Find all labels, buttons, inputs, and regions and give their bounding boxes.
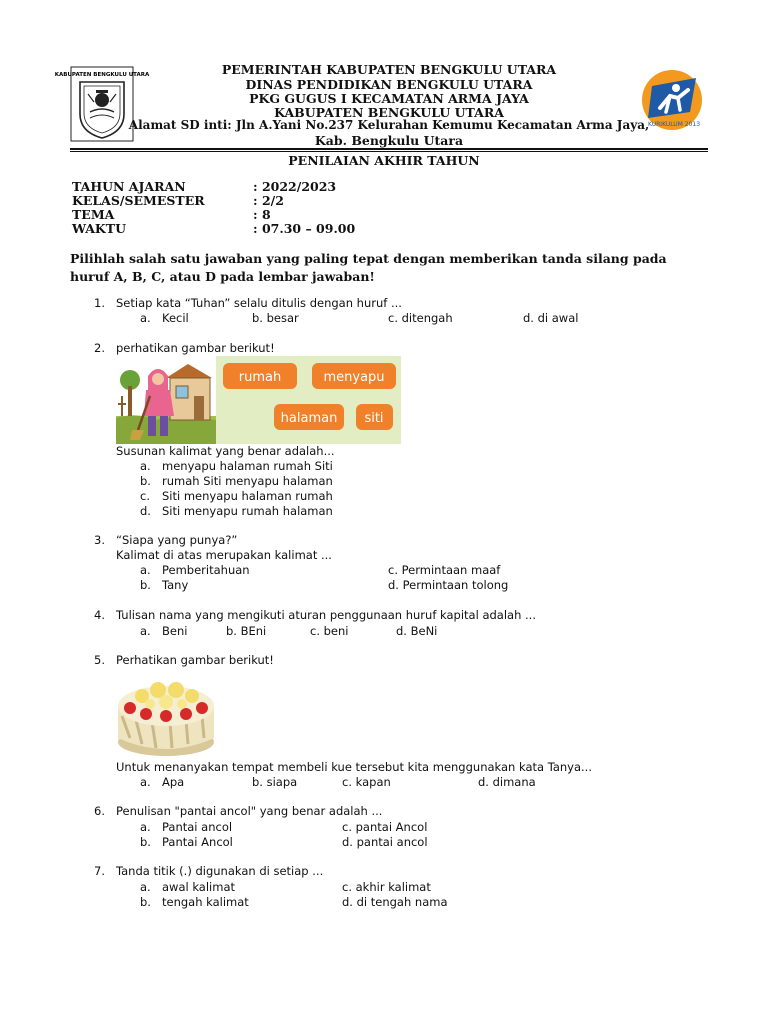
meta-label: TEMA — [72, 207, 115, 222]
option-letter: b. — [140, 895, 151, 909]
option-a: Beni — [162, 624, 188, 638]
instruction-text: Pilihlah salah satu jawaban yang paling tepat dengan memberikan tanda silang pada huruf A, B, C, atau D pada lembar jawaban! — [70, 251, 667, 284]
svg-text:KABUPATEN BENGKULU UTARA: KABUPATEN BENGKULU UTARA — [54, 72, 150, 78]
question-prompt: Untuk menanyakan tempat membeli kue tersebut kita menggunakan kata Tanya... — [116, 760, 592, 774]
question-number: 2. — [94, 341, 105, 355]
kurikulum-2013-icon — [640, 68, 704, 132]
svg-text:KURIKULUM 2013: KURIKULUM 2013 — [647, 121, 701, 128]
option-letter: d. — [140, 504, 151, 518]
option-c: c. beni — [310, 624, 349, 638]
question-prompt: Susunan kalimat yang benar adalah... — [116, 444, 335, 458]
word-card-rumah: rumah — [238, 370, 282, 385]
picture-illustration — [116, 668, 216, 760]
question-number: 6. — [94, 804, 105, 818]
meta-label: TAHUN AJARAN — [72, 179, 186, 194]
option-b: b. siapa — [252, 775, 298, 789]
option-d: d. di awal — [523, 311, 579, 325]
option-a: awal kalimat — [162, 880, 236, 894]
question-text: Penulisan "pantai ancol" yang benar adalah ... — [116, 804, 383, 818]
letterhead — [54, 60, 708, 152]
option-c: c. pantai Ancol — [342, 820, 428, 834]
option-a: Pantai ancol — [162, 820, 233, 834]
option-b: b. BEni — [226, 624, 267, 638]
option-b: b. besar — [252, 311, 299, 325]
question-text: “Siapa yang punya?” — [116, 533, 238, 547]
option-b: Tany — [162, 578, 189, 592]
option-letter: a. — [140, 311, 151, 325]
option-a: Apa — [162, 775, 185, 789]
option-d: d. dimana — [478, 775, 536, 789]
question-number: 5. — [94, 653, 105, 667]
question-text: Tanda titik (.) digunakan di setiap ... — [116, 864, 324, 878]
option-d: d. pantai ancol — [342, 835, 428, 849]
option-b: rumah Siti menyapu halaman — [162, 474, 333, 488]
option-letter: b. — [140, 578, 151, 592]
question-text: Setiap kata “Tuhan” selalu ditulis dengan huruf ... — [116, 296, 402, 310]
header-address-city: Kab. Bengkulu Utara — [314, 133, 464, 148]
option-a: Kecil — [162, 311, 189, 325]
option-letter: a. — [140, 563, 151, 577]
option-c: c. ditengah — [388, 311, 453, 325]
question-number: 1. — [94, 296, 105, 310]
sweeping-girl-picture — [116, 356, 401, 444]
word-card-siti: siti — [364, 411, 384, 426]
option-a: Pemberitahuan — [162, 563, 250, 577]
option-c: c. kapan — [342, 775, 391, 789]
option-letter: a. — [140, 820, 151, 834]
header-rule-thin — [70, 151, 708, 152]
word-card-menyapu: menyapu — [323, 370, 385, 385]
option-d: d. Permintaan tolong — [388, 578, 509, 592]
option-letter: c. — [140, 489, 150, 503]
option-letter: a. — [140, 624, 151, 638]
option-letter: b. — [140, 474, 151, 488]
word-card-halaman: halaman — [280, 411, 338, 426]
meta-value: : 2022/2023 — [253, 179, 337, 194]
meta-label: WAKTU — [72, 221, 127, 236]
option-d: d. BeNi — [396, 624, 438, 638]
question-text: Tulisan nama yang mengikuti aturan penggunaan huruf kapital adalah ... — [116, 608, 536, 622]
option-letter: b. — [140, 835, 151, 849]
header-line-2: DINAS PENDIDIKAN BENGKULU UTARA — [245, 77, 533, 92]
meta-value: : 2/2 — [253, 193, 284, 208]
question-prompt: Kalimat di atas merupakan kalimat ... — [116, 548, 332, 562]
option-d: d. di tengah nama — [342, 895, 448, 909]
header-line-1: PEMERINTAH KABUPATEN BENGKULU UTARA — [221, 62, 557, 77]
exam-title: PENILAIAN AKHIR TAHUN — [288, 153, 480, 168]
option-b: tengah kalimat — [162, 895, 249, 909]
header-address: Alamat SD inti: Jln A.Yani No.237 Kelurahan Kemumu Kecamatan Arma Jaya, — [128, 118, 650, 132]
meta-label: KELAS/SEMESTER — [72, 193, 205, 208]
meta-value: : 07.30 – 09.00 — [253, 221, 356, 236]
cake-picture — [116, 668, 216, 760]
header-rule — [70, 148, 708, 150]
option-c: c. Permintaan maaf — [388, 563, 501, 577]
header-line-3: PKG GUGUS I KECAMATAN ARMA JAYA — [249, 91, 529, 106]
meta-value: : 8 — [253, 207, 271, 222]
option-d: Siti menyapu rumah halaman — [162, 504, 333, 518]
picture-illustration — [116, 356, 401, 444]
header-line-4: KABUPATEN BENGKULU UTARA — [274, 105, 504, 120]
question-number: 4. — [94, 608, 105, 622]
option-b: Pantai Ancol — [162, 835, 233, 849]
option-letter: a. — [140, 775, 151, 789]
option-a: menyapu halaman rumah Siti — [162, 459, 333, 473]
option-letter: a. — [140, 880, 151, 894]
question-number: 7. — [94, 864, 105, 878]
option-letter: a. — [140, 459, 151, 473]
option-c: Siti menyapu halaman rumah — [162, 489, 333, 503]
question-text: perhatikan gambar berikut! — [116, 341, 275, 355]
question-text: Perhatikan gambar berikut! — [116, 653, 274, 667]
option-c: c. akhir kalimat — [342, 880, 431, 894]
question-number: 3. — [94, 533, 105, 547]
